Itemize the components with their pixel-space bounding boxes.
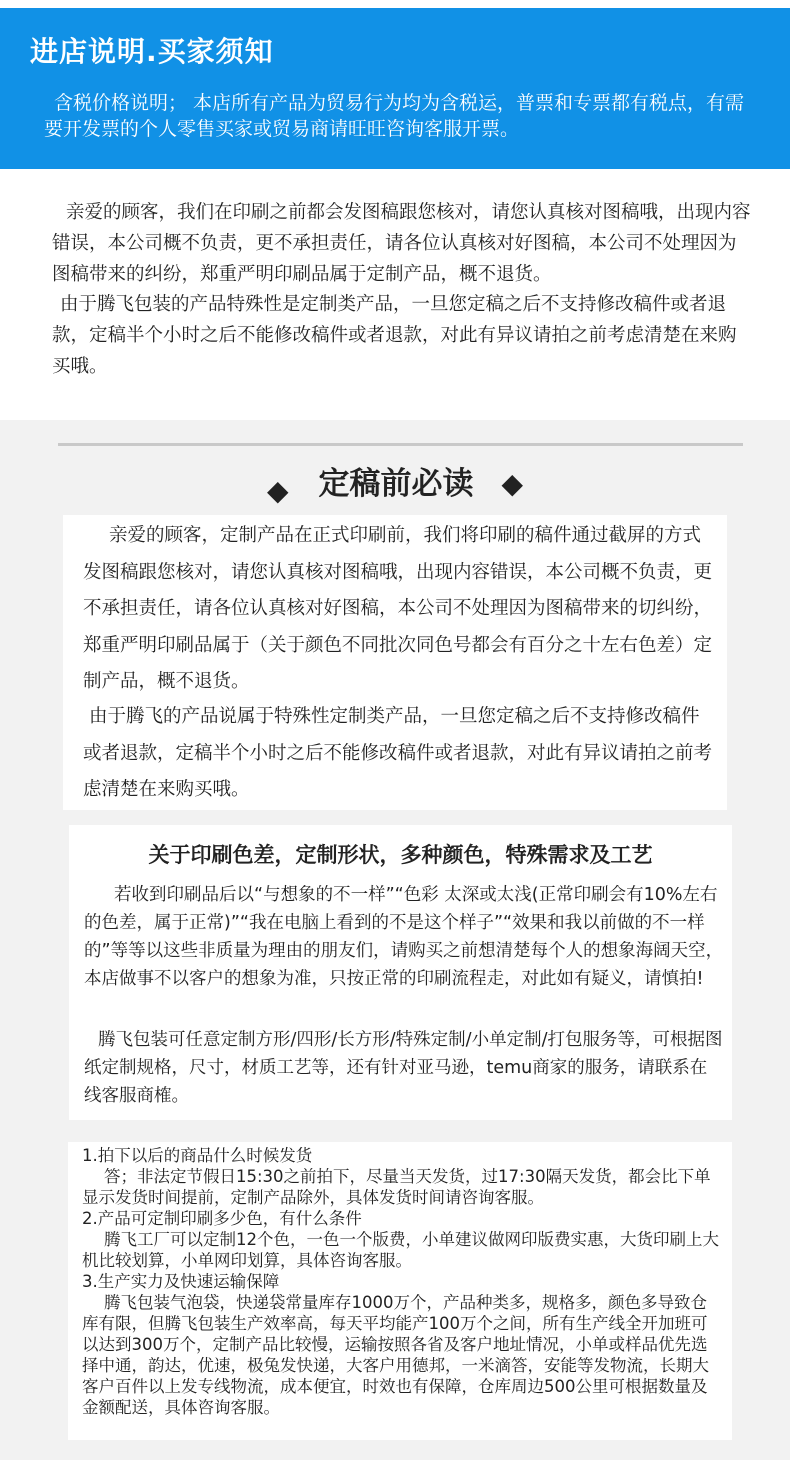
diamond-right-icon: ◆ [501, 466, 524, 500]
custom-service-paragraph: 腾飞包装可任意定制方形/四形/长方形/特殊定制/小单定制/打包服务等，可根据图纸定制规格，尺寸，材质工艺等，还有针对亚马逊，temu商家的服务，请联系在线客服商榷。 [84, 1030, 723, 1106]
tax-price-note: 含税价格说明； 本店所有产品为贸易行为均为含税运，普票和专票都有税点，有需要开发票的个人零售买家或贸易商请旺旺咨询客服开票。 [44, 92, 745, 140]
must-read-box [63, 515, 727, 810]
store-notice-header [0, 8, 790, 169]
color-difference-heading: 关于印刷色差，定制形状，多种颜色，特殊需求及工艺 [148, 843, 653, 867]
faq-answer-2: 腾飞工厂可以定制12个色，一色一个版费，小单建议做网印版费实惠，大货印刷上大机比较划算，小单网印划算，具体咨询客服。 [82, 1230, 719, 1270]
faq-question-2: 2.产品可定制印刷多少色，有什么条件 [82, 1209, 362, 1228]
section-heading [0, 462, 790, 506]
faq-box [68, 1142, 732, 1440]
intro-paragraph-1: 亲爱的顾客，我们在印刷之前都会发图稿跟您核对，请您认真核对图稿哦，出现内容错误，本公司概不负责，更不承担责任，请各位认真核对好图稿，本公司不处理因为图稿带来的纠纷，郑重严明印刷品属于定制产品，概不退货。 [52, 202, 751, 285]
must-read-paragraph-1: 亲爱的顾客，定制产品在正式印刷前，我们将印刷的稿件通过截屏的方式发图稿跟您核对，请您认真核对图稿哦，出现内容错误，本公司概不负责，更不承担责任，请各位认真核对好图稿，本公司不处理因为图稿带来的切纠纷，郑重严明印刷品属于（关于颜色不同批次同色号都会有百分之十左右色差）定制产品，概不退货。 [83, 525, 713, 692]
color-difference-paragraph: 若收到印刷品后以“与想象的不一样”“色彩 太深或太浅(正常印刷会有10%左右的色差，属于正常)”“我在电脑上看到的不是这个样子”“效果和我以前做的不一样的”等等以这些非质量为理由的朋友们，请购买之前想清楚每个人的想象海阔天空，本店做事不以客户的想象为准，只按正常的印刷流程走，对此如有疑义，请慎拍! [84, 885, 724, 989]
intro-paragraph-2: 由于腾飞包装的产品特殊性是定制类产品，一旦您定稿之后不支持修改稿件或者退款，定稿半个小时之后不能修改稿件或者退款，对此有异议请拍之前考虑清楚在来购买哦。 [52, 294, 737, 377]
intro-section [0, 169, 790, 420]
faq-question-1: 1.拍下以后的商品什么时候发货 [82, 1146, 313, 1165]
page-title: 进店说明.买家须知 [30, 35, 274, 68]
faq-question-3: 3.生产实力及快速运输保障 [82, 1272, 280, 1291]
top-white-band [0, 0, 790, 8]
color-difference-box [69, 825, 732, 1120]
faq-answer-3: 腾飞包装气泡袋，快递袋常量库存1000万个，产品种类多，规格多，颜色多导致仓库有限，但腾飞包装生产效率高，每天平均能产100万个之间，所有生产线全开加班可以达到300万个，定制产品比较慢，运输按照各省及客户地址情况，小单或样品优先选择中通，韵达，优速，极兔发快递，大客户用德邦，一米滴答，安能等发物流，长期大客户百件以上发专线物流，成本便宜，时效也有保障，仓库周边500公里可根据数量及金额配送，具体咨询客服。 [82, 1293, 709, 1417]
must-read-paragraph-2: 由于腾飞的产品说属于特殊性定制类产品，一旦您定稿之后不支持修改稿件或者退款，定稿半个小时之后不能修改稿件或者退款，对此有异议请拍之前考虑清楚在来购买哦。 [83, 706, 713, 800]
faq-answer-1: 答；非法定节假日15:30之前拍下，尽量当天发货，过17:30隔天发货，都会比下单显示发货时间提前，定制产品除外，具体发货时间请咨询客服。 [82, 1167, 711, 1207]
section-heading-text: 定稿前必读 [318, 466, 474, 502]
section-divider [58, 443, 743, 446]
diamond-left-icon: ◆ [266, 473, 289, 507]
